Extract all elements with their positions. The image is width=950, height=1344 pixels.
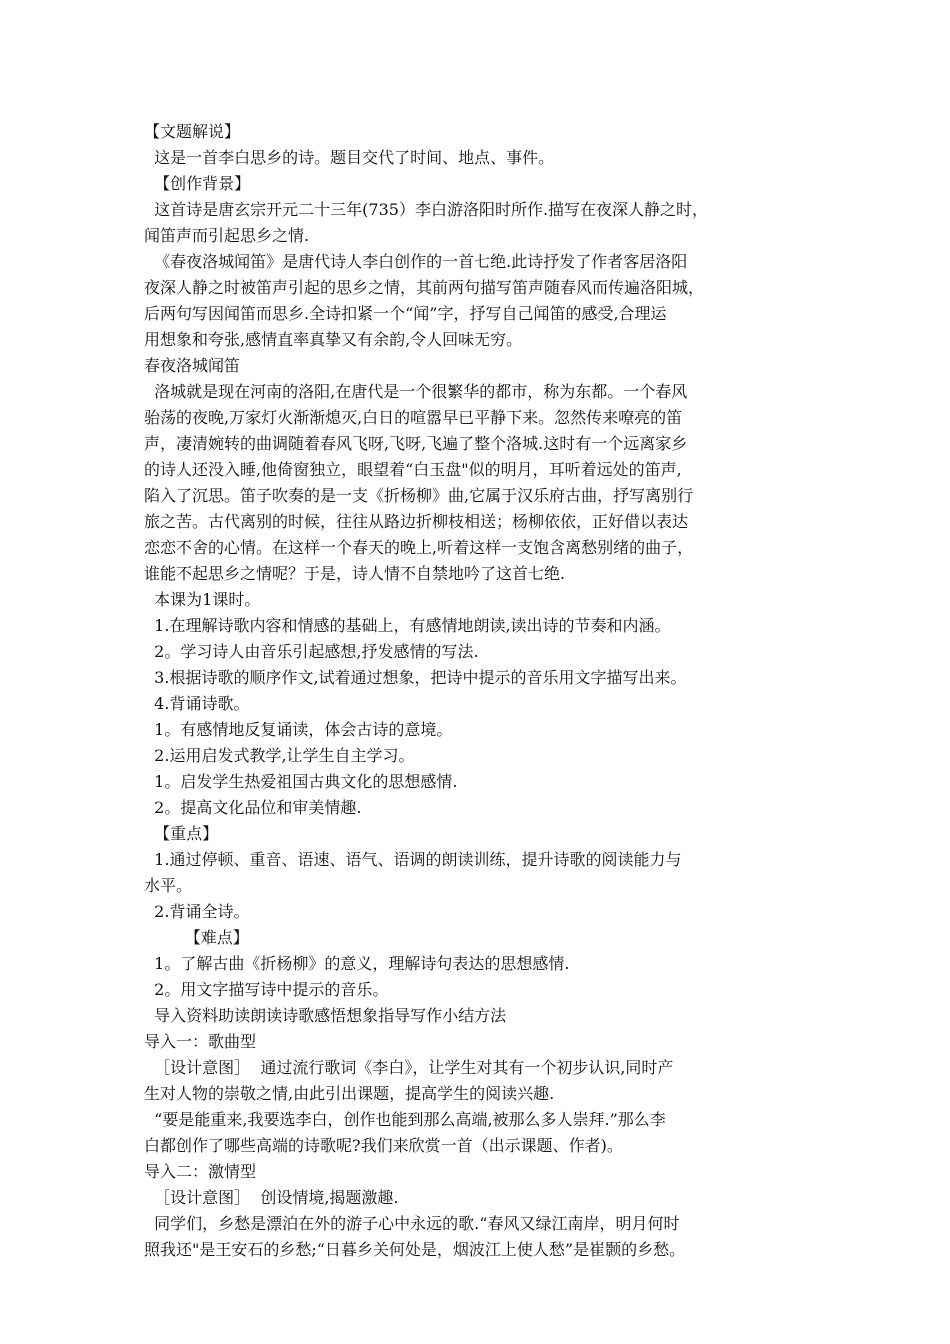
paragraph-line: 恋恋不舍的心情。在这样一个春天的晚上,听着这样一支饱含离愁别绪的曲子， [144, 538, 694, 557]
section-heading-intro-two: 导入二：激情型 [144, 1162, 257, 1181]
paragraph-line: 后两句写因闻笛而思乡.全诗扣紧一个“闻”字，抒写自己闻笛的感受,合理运 [144, 304, 667, 323]
paragraph-line: 洛城就是现在河南的洛阳,在唐代是一个很繁华的都市，称为东都。一个春风 [144, 382, 688, 401]
list-item: 1。了解古曲《折杨柳》的意义，理解诗句表达的思想感情. [144, 954, 570, 973]
paragraph-line: ［设计意图］ 通过流行歌词《李白》，让学生对其有一个初步认识,同时产 [144, 1058, 674, 1077]
paragraph-line: 照我还"是王安石的乡愁;“日暮乡关何处是，烟波江上使人愁”是崔颢的乡愁。 [144, 1240, 686, 1259]
paragraph-line: 这首诗是唐玄宗开元二十三年(735）李白游洛阳时所作.描写在夜深人静之时， [144, 200, 709, 219]
list-item: 2。用文字描写诗中提示的音乐。 [144, 980, 389, 999]
section-heading-title-explanation: 【文题解说】 [144, 122, 241, 141]
paragraph-line: 水平。 [144, 876, 193, 895]
list-item: 3.根据诗歌的顺序作文,试着通过想象，把诗中提示的音乐用文字描写出来。 [144, 668, 687, 687]
paragraph-line: 导入资料助读朗读诗歌感悟想象指导写作小结方法 [144, 1006, 507, 1025]
paragraph-line: 本课为1课时。 [144, 590, 261, 609]
paragraph-line: 闻笛声而引起思乡之情. [144, 226, 310, 245]
paragraph-line: 陷入了沉思。笛子吹奏的是一支《折杨柳》曲,它属于汉乐府古曲，抒写离别行 [144, 486, 694, 505]
paragraph-line: “要是能重来,我要选李白，创作也能到那么高端,被那么多人崇拜.”那么李 [144, 1110, 666, 1129]
paragraph-line: 用想象和夸张,感情直率真挚又有余韵,令人回味无穷。 [144, 330, 523, 349]
list-item: 1。有感情地反复诵读，体会古诗的意境。 [144, 720, 453, 739]
list-item: 2。提高文化品位和审美情趣. [144, 798, 362, 817]
section-heading-key-points: 【重点】 [144, 824, 219, 843]
list-item: 4.背诵诗歌。 [144, 694, 250, 713]
list-item: 2.运用启发式教学,让学生自主学习。 [144, 746, 415, 765]
paragraph-line: 谁能不起思乡之情呢？于是，诗人情不自禁地吟了这首七绝. [144, 564, 566, 583]
list-item: 1.在理解诗歌内容和情感的基础上，有感情地朗读,读出诗的节奏和内涵。 [144, 616, 671, 635]
paragraph-line: ［设计意图］ 创设情境,揭题激趣. [144, 1188, 399, 1207]
paragraph-line: 同学们，乡愁是漂泊在外的游子心中永远的歌.“春风又绿江南岸，明月何时 [144, 1214, 680, 1233]
paragraph-line: 声，凄清婉转的曲调随着春风飞呀,飞呀,飞遍了整个洛城.这时有一个远离家乡 [144, 434, 688, 453]
paragraph-line: 白都创作了哪些高端的诗歌呢?我们来欣赏一首（出示课题、作者)。 [144, 1136, 623, 1155]
paragraph-line: 生对人物的崇敬之情,由此引出课题，提高学生的阅读兴趣. [144, 1084, 555, 1103]
paragraph-line: 骀荡的夜晚,万家灯火渐渐熄灭,白日的喧嚣早已平静下来。忽然传来嘹亮的笛 [144, 408, 683, 427]
list-item: 2。学习诗人由音乐引起感想,抒发感情的写法. [144, 642, 479, 661]
section-heading-difficulties: 【难点】 [144, 928, 249, 947]
paragraph-line: 《春夜洛城闻笛》是唐代诗人李白创作的一首七绝.此诗抒发了作者客居洛阳 [144, 252, 688, 271]
document-body [144, 119, 810, 1263]
list-item: 1.通过停顿、重音、语速、语气、语调的朗读训练，提升诗歌的阅读能力与 [144, 850, 682, 869]
paragraph-line: 的诗人还没入睡,他倚窗独立，眼望着“白玉盘"似的明月，耳听着远处的笛声, [144, 460, 682, 479]
list-item: 2.背诵全诗。 [144, 902, 250, 921]
paragraph-line: 夜深人静之时被笛声引起的思乡之情，其前两句描写笛声随春风而传遍洛阳城， [144, 278, 705, 297]
section-heading-background: 【创作背景】 [144, 174, 251, 193]
paragraph-line: 这是一首李白思乡的诗。题目交代了时间、地点、事件。 [144, 148, 555, 167]
poem-title: 春夜洛城闻笛 [144, 356, 241, 375]
list-item: 1。启发学生热爱祖国古典文化的思想感情. [144, 772, 458, 791]
section-heading-intro-one: 导入一：歌曲型 [144, 1032, 257, 1051]
paragraph-line: 旅之苦。古代离别的时候，往往从路边折柳枝相送；杨柳依依，正好借以表达 [144, 512, 689, 531]
